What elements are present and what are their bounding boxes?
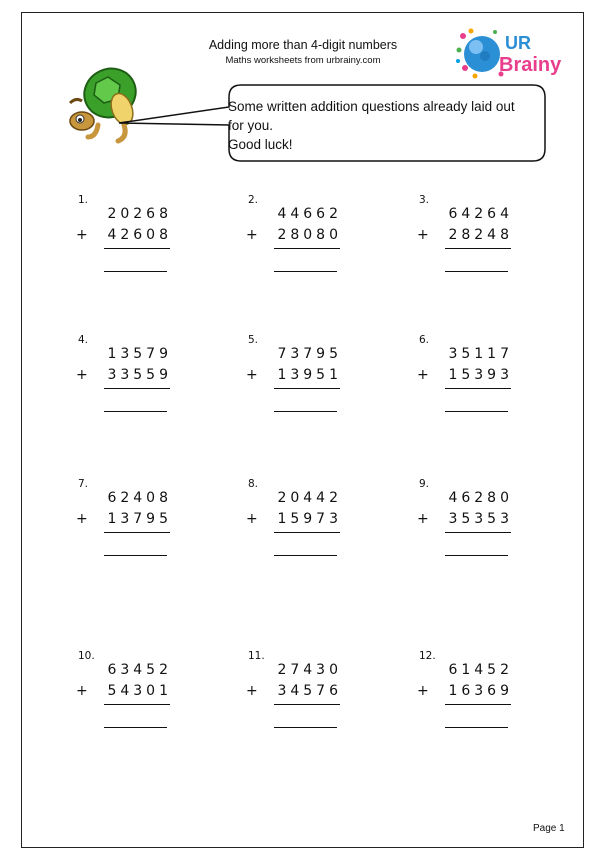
first-addend: 35117: [448, 346, 513, 362]
second-addend: 13951: [277, 367, 342, 383]
problem-7: [72, 478, 182, 568]
problem-10: [72, 650, 182, 740]
sum-line: [104, 248, 170, 249]
answer-line[interactable]: [274, 555, 337, 556]
problem-number: 9.: [419, 478, 430, 490]
answer-line[interactable]: [104, 555, 167, 556]
problem-number: 6.: [419, 334, 430, 346]
problem-1: [72, 194, 182, 284]
answer-line[interactable]: [104, 271, 167, 272]
answer-line[interactable]: [445, 555, 508, 556]
sum-line: [104, 704, 170, 705]
problem-number: 10.: [78, 650, 95, 662]
problem-number: 12.: [419, 650, 436, 662]
second-addend: 28248: [448, 227, 513, 243]
first-addend: 63452: [107, 662, 172, 678]
plus-sign: +: [246, 683, 258, 699]
answer-line[interactable]: [104, 411, 167, 412]
problem-6: [413, 334, 523, 424]
sum-line: [274, 704, 340, 705]
first-addend: 13579: [107, 346, 172, 362]
sum-line: [274, 532, 340, 533]
bubble-line: Some written addition questions already laid out: [228, 99, 515, 114]
problem-number: 5.: [248, 334, 259, 346]
first-addend: 20268: [107, 206, 172, 222]
sum-line: [104, 388, 170, 389]
answer-line[interactable]: [104, 727, 167, 728]
first-addend: 20442: [277, 490, 342, 506]
first-addend: 73795: [277, 346, 342, 362]
first-addend: 64264: [448, 206, 513, 222]
bubble-text: [228, 97, 548, 154]
answer-line[interactable]: [445, 411, 508, 412]
sum-line: [445, 388, 511, 389]
problem-number: 1.: [78, 194, 89, 206]
plus-sign: +: [417, 511, 429, 527]
plus-sign: +: [76, 683, 88, 699]
answer-line[interactable]: [274, 727, 337, 728]
worksheet-title: Adding more than 4-digit numbers: [208, 38, 398, 52]
second-addend: 15973: [277, 511, 342, 527]
problem-number: 4.: [78, 334, 89, 346]
problem-2: [242, 194, 352, 284]
second-addend: 34576: [277, 683, 342, 699]
worksheet-subtitle: Maths worksheets from urbrainy.com: [225, 55, 381, 66]
problem-11: [242, 650, 352, 740]
plus-sign: +: [417, 367, 429, 383]
first-addend: 62408: [107, 490, 172, 506]
answer-line[interactable]: [274, 411, 337, 412]
problem-number: 11.: [248, 650, 265, 662]
sum-line: [445, 704, 511, 705]
bubble-line: Good luck!: [228, 137, 293, 152]
second-addend: 54301: [107, 683, 172, 699]
plus-sign: +: [76, 511, 88, 527]
problem-number: 3.: [419, 194, 430, 206]
plus-sign: +: [417, 683, 429, 699]
sum-line: [274, 388, 340, 389]
plus-sign: +: [417, 227, 429, 243]
problem-number: 2.: [248, 194, 259, 206]
first-addend: 46280: [448, 490, 513, 506]
second-addend: 42608: [107, 227, 172, 243]
second-addend: 15393: [448, 367, 513, 383]
answer-line[interactable]: [274, 271, 337, 272]
sum-line: [445, 532, 511, 533]
urbrainy-logo: [455, 26, 570, 82]
problem-9: [413, 478, 523, 568]
plus-sign: +: [246, 367, 258, 383]
logo-text-ur: UR: [505, 33, 531, 53]
problem-number: 8.: [248, 478, 259, 490]
second-addend: 16369: [448, 683, 513, 699]
plus-sign: +: [246, 227, 258, 243]
problem-3: [413, 194, 523, 284]
first-addend: 61452: [448, 662, 513, 678]
plus-sign: +: [76, 367, 88, 383]
first-addend: 44662: [277, 206, 342, 222]
sum-line: [104, 532, 170, 533]
problem-5: [242, 334, 352, 424]
problem-4: [72, 334, 182, 424]
plus-sign: +: [76, 227, 88, 243]
first-addend: 27430: [277, 662, 342, 678]
problem-8: [242, 478, 352, 568]
sum-line: [274, 248, 340, 249]
sum-line: [445, 248, 511, 249]
answer-line[interactable]: [445, 727, 508, 728]
bubble-line: for you.: [228, 118, 274, 133]
plus-sign: +: [246, 511, 258, 527]
second-addend: 28080: [277, 227, 342, 243]
second-addend: 35353: [448, 511, 513, 527]
problem-12: [413, 650, 523, 740]
answer-line[interactable]: [445, 271, 508, 272]
problem-number: 7.: [78, 478, 89, 490]
page-number: Page 1: [533, 823, 565, 834]
second-addend: 13795: [107, 511, 172, 527]
second-addend: 33559: [107, 367, 172, 383]
logo-text-brainy: Brainy: [499, 54, 562, 76]
